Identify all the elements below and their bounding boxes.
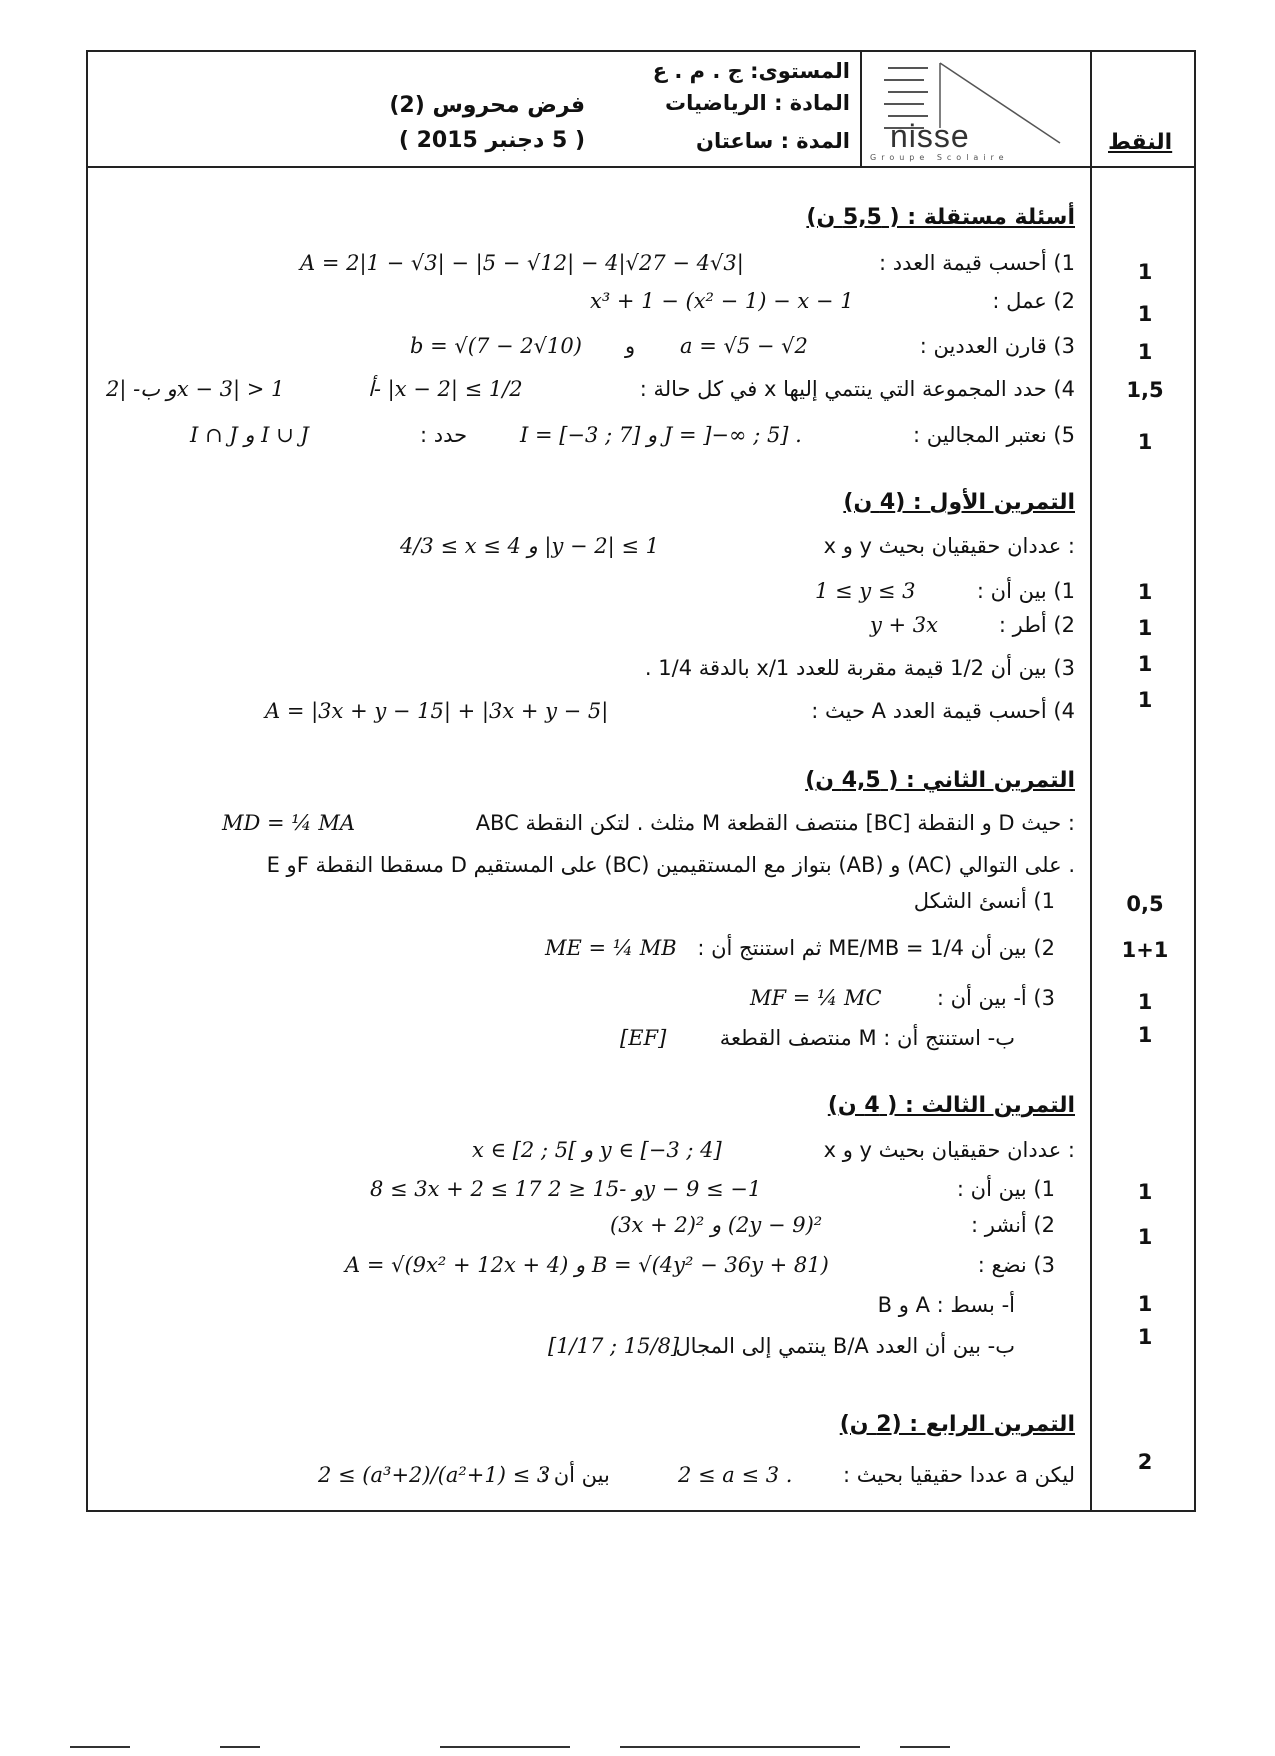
- s1-intro: x و y عددان حقيقيان بحيث :: [823, 534, 1075, 558]
- s0-q5-ops: I ∩ J و I ∪ J: [190, 423, 309, 447]
- s0-q3-math-b: b = √(7 − 2√10): [410, 334, 582, 358]
- s0-q5-text: 5) نعتبر المجالين :: [913, 423, 1075, 447]
- s1-intro-math: 4/3 ≤ x ≤ 4 و |y − 2| ≤ 1: [400, 534, 660, 558]
- footer-mark: [440, 1746, 570, 1748]
- s3-q3b-math: [1/17 ; 15/8]: [548, 1334, 680, 1358]
- s1-q2-text: 2) أطر :: [998, 613, 1075, 637]
- s3-q3b-text: ب- بين أن العدد B/A ينتمي إلى المجال: [675, 1334, 1015, 1358]
- s1-q2-math: y + 3x: [870, 613, 939, 637]
- footer-mark: [620, 1746, 860, 1748]
- points-column-divider: [1090, 50, 1092, 1512]
- exam-title: فرض محروس (2): [389, 93, 585, 118]
- s1-q4-math: A = |3x + y − 15| + |3x + y − 5|: [265, 699, 609, 723]
- logo-text: nisse: [890, 118, 970, 154]
- s2-q2-math: ME = ¼ MB: [545, 936, 677, 960]
- s2-q2-text: 2) بين أن ME/MB = 1/4 ثم استنتج أن :: [697, 936, 1055, 960]
- s3-q3a-text: أ- بسط : A و B: [877, 1293, 1015, 1317]
- s3-intro: x و y عددان حقيقيان بحيث :: [823, 1138, 1075, 1162]
- s0-q4-b: و ب- |2x − 3| > 1: [106, 377, 285, 401]
- logo-cell-divider: [860, 50, 862, 168]
- s0-q3-points: 1: [1137, 340, 1153, 364]
- s2-q3a-text: 3) أ- بين أن :: [936, 986, 1055, 1010]
- s1-q1-points: 1: [1137, 580, 1153, 604]
- s2-q1-points: 0,5: [1126, 892, 1164, 916]
- s0-q3-math-a: a = √5 − √2: [680, 334, 808, 358]
- s2-q3b-text: ب- استنتج أن : M منتصف القطعة: [719, 1026, 1015, 1050]
- logo-subtitle: Groupe Scolaire: [870, 153, 1009, 162]
- s3-q1-text: 1) بين أن :: [956, 1177, 1055, 1201]
- s0-q5-math: I = [−3 ; 7] و J = ]−∞ ; 5] .: [520, 423, 802, 447]
- section0-title: أسئلة مستقلة : ( 5,5 ن): [806, 205, 1075, 230]
- s1-q4-text: 4) أحسب قيمة العدد A حيث :: [811, 699, 1075, 723]
- footer-mark: [70, 1746, 130, 1748]
- s3-intro-math: x ∈ [2 ; 5[ و y ∈ [−3 ; 4]: [472, 1138, 722, 1162]
- s0-q1-text: 1) أحسب قيمة العدد :: [878, 251, 1075, 275]
- s0-q5-points: 1: [1137, 430, 1153, 454]
- s2-q2-points: 1+1: [1121, 938, 1169, 962]
- s0-q2-math: x³ + 1 − (x² − 1) − x − 1: [590, 289, 854, 313]
- s0-q3-text: 3) قارن العددين :: [919, 334, 1075, 358]
- footer-mark: [220, 1746, 260, 1748]
- s3-q1-math: 8 ≤ 3x + 2 ≤ 17 و -15 ≤ 2y − 9 ≤ −1: [370, 1177, 762, 1201]
- points-column-title: النقط: [1108, 130, 1173, 155]
- footer-mark: [900, 1746, 950, 1748]
- exam-date: ( 5 دجنبر 2015 ): [398, 128, 585, 153]
- s1-q1-text: 1) بين أن :: [976, 579, 1075, 603]
- s3-q3-text: 3) نضع :: [977, 1253, 1055, 1277]
- s2-q3b-math: [EF]: [620, 1026, 667, 1050]
- header-divider: [86, 166, 1196, 168]
- s1-q1-math: 1 ≤ y ≤ 3: [815, 579, 916, 603]
- s2-intro1: ABC مثلث . لتكن النقطة M منتصف القطعة [BC] و النقطة D حيث :: [475, 811, 1075, 835]
- s0-q4-points: 1,5: [1126, 378, 1164, 402]
- s2-q3a-points: 1: [1137, 990, 1153, 1014]
- header-level: المستوى: ج . م . ع: [652, 59, 850, 83]
- section3-title: التمرين الثالث : ( 4 ن): [827, 1093, 1075, 1118]
- s1-q4-points: 1: [1137, 688, 1153, 712]
- header-subject: المادة : الرياضيات: [664, 91, 850, 115]
- s2-intro2: E وF مسقطا النقطة D على المستقيم (BC) بتواز مع المستقيمين (AB) و (AC) على التوالي .: [266, 853, 1075, 877]
- s2-q3b-points: 1: [1137, 1023, 1153, 1047]
- s3-q2-math: (3x + 2)² و (2y − 9)²: [610, 1213, 823, 1237]
- s2-q3a-math: MF = ¼ MC: [750, 986, 882, 1010]
- s4-cond-math: 2 ≤ a ≤ 3 .: [678, 1463, 793, 1487]
- s0-q1-math: A = 2|1 − √3| − |5 − √12| − 4|√27 − 4√3|: [300, 251, 744, 275]
- s0-q4-a: أ- |x − 2| ≤ 1/2: [368, 377, 523, 401]
- s2-intro1-math: MD = ¼ MA: [222, 811, 355, 835]
- s1-q3-points: 1: [1137, 652, 1153, 676]
- s0-q1-points: 1: [1137, 260, 1153, 284]
- s0-q2-points: 1: [1137, 302, 1153, 326]
- s0-q4-text: 4) حدد المجموعة التي ينتمي إليها x في كل حالة :: [639, 377, 1075, 401]
- s3-q3a-points: 1: [1137, 1292, 1153, 1316]
- section2-title: التمرين الثاني : ( 4,5 ن): [805, 768, 1075, 793]
- s1-q2-points: 1: [1137, 616, 1153, 640]
- s0-q5-ask: حدد :: [420, 423, 468, 447]
- header-duration: المدة : ساعتان: [696, 129, 850, 153]
- s3-q1-points: 1: [1137, 1180, 1153, 1204]
- s0-q2-text: 2) عمل :: [992, 289, 1075, 313]
- s4-points: 2: [1137, 1450, 1153, 1474]
- section1-title: التمرين الأول : (4 ن): [843, 490, 1075, 515]
- s0-q3-and: و: [625, 334, 636, 358]
- section4-title: التمرين الرابع : (2 ن): [839, 1412, 1075, 1437]
- s3-q2-points: 1: [1137, 1225, 1153, 1249]
- s3-q2-text: 2) أنشر :: [971, 1213, 1055, 1237]
- s4-ask: بين أن :: [540, 1463, 610, 1487]
- s4-text: ليكن a عددا حقيقيا بحيث :: [842, 1463, 1075, 1487]
- s1-q3-text: 3) بين أن 1/2 قيمة مقربة للعدد 1/x بالدقة 1/4 .: [644, 656, 1075, 680]
- s2-q1-text: 1) أنسئ الشكل: [913, 889, 1055, 913]
- s3-q3-math: A = √(9x² + 12x + 4) و B = √(4y² − 36y + 81): [345, 1253, 829, 1277]
- s3-q3b-points: 1: [1137, 1325, 1153, 1349]
- s4-ask-math: 2 ≤ (a³+2)/(a²+1) ≤ 3: [318, 1463, 551, 1487]
